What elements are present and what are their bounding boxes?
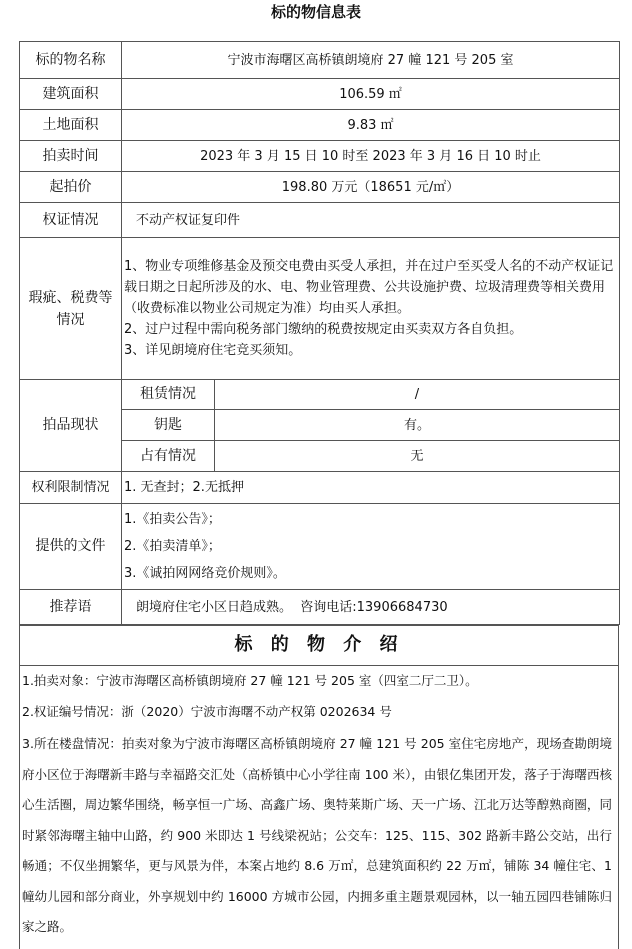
row-building-area bbox=[20, 79, 620, 110]
defects-line-2: 2、过户过程中需向税务部门缴纳的税费按规定由买卖双方各自负担。 bbox=[124, 322, 523, 337]
row-restrictions bbox=[20, 472, 620, 504]
label-building-area: 建筑面积 bbox=[20, 79, 122, 110]
row-documents bbox=[20, 504, 620, 590]
label-lease: 租赁情况 bbox=[122, 380, 215, 410]
value-starting-price: 198.80 万元（18651 元/㎡） bbox=[122, 172, 620, 203]
row-name bbox=[20, 42, 620, 79]
intro-item-1: 1.拍卖对象：宁波市海曙区高桥镇朗境府 27 幢 121 号 205 室（四室二厅二卫）。 bbox=[22, 673, 478, 688]
intro-item-2: 2.权证编号情况：浙（2020）宁波市海曙不动产权第 0202634 号 bbox=[22, 704, 392, 719]
label-status: 拍品现状 bbox=[20, 380, 122, 472]
page-title: 标的物信息表 bbox=[270, 3, 361, 21]
document-item: 1.《拍卖公告》； bbox=[124, 512, 221, 527]
label-restrictions: 权利限制情况 bbox=[20, 472, 122, 504]
value-land-area: 9.83 ㎡ bbox=[122, 110, 620, 141]
label-name: 标的物名称 bbox=[20, 42, 122, 79]
label-land-area: 土地面积 bbox=[20, 110, 122, 141]
defects-line-1: 1、物业专项维修基金及预交电费由买受人承担，并在过户至买受人名的不动产权证记载日期之日起所涉及的水、电、物业管理费、公共设施护费、垃圾清理费等相关费用（收费标准以物业公司规定为准）均由买人承担。 bbox=[124, 259, 614, 316]
row-starting-price bbox=[20, 172, 620, 203]
label-key: 钥匙 bbox=[122, 410, 215, 441]
value-name: 宁波市海曙区高桥镇朗境府 27 幢 121 号 205 室 bbox=[122, 42, 620, 79]
intro-title: 标 的 物 介 绍 bbox=[19, 625, 619, 665]
value-restrictions: 1. 无查封；2.无抵押 bbox=[122, 472, 620, 504]
row-status-lease bbox=[20, 380, 620, 410]
label-occupancy: 占有情况 bbox=[122, 441, 215, 472]
row-title-status bbox=[20, 203, 620, 238]
row-defects bbox=[20, 238, 620, 380]
label-documents: 提供的文件 bbox=[20, 504, 122, 590]
row-auction-time bbox=[20, 141, 620, 172]
row-recommendation bbox=[20, 590, 620, 625]
value-recommendation: 朗境府住宅小区日趋成熟。 咨询电话:13906684730 bbox=[122, 590, 620, 625]
label-starting-price: 起拍价 bbox=[20, 172, 122, 203]
row-land-area bbox=[20, 110, 620, 141]
value-lease: / bbox=[215, 380, 620, 410]
value-title-status: 不动产权证复印件 bbox=[122, 203, 620, 238]
value-occupancy: 无 bbox=[215, 441, 620, 472]
document-item: 3.《诚拍网网络竞价规则》。 bbox=[124, 566, 286, 581]
defects-line-3: 3、详见朗境府住宅竞买须知。 bbox=[124, 343, 302, 358]
intro-item-3: 3.所在楼盘情况：拍卖对象为宁波市海曙区高桥镇朗境府 27 幢 121 号 205 室住宅房地产，现场查勘朗境府小区位于海曙新丰路与幸福路交汇处（高桥镇中心小学往南 100 米），由银亿集团开发，落子于海曙西核心生活圈，周边繁华围绕，畅享恒一广场、高鑫广场、奥特莱斯广场、天一广场、江北万达等醇熟商圈，同时紧邻海曙主轴中山路，约 900 米即达 1 号线梁祝站；公交车：125、115、302 路新丰路公交站，出行畅通；不仅坐拥繁华，更与风景为伴，本案占地约 8.6 万㎡，总建筑面积约 22 万㎡，铺陈 34 幢住宅、1 幢幼儿园和部分商业，外享规划中约 16000 方城市公园，内拥多重主题景观园林，以一轴五园四巷铺陈归家之路。 bbox=[22, 736, 612, 934]
value-defects bbox=[122, 238, 620, 380]
value-documents bbox=[122, 504, 620, 590]
document-item: 2.《拍卖清单》； bbox=[124, 539, 221, 554]
intro-body bbox=[19, 665, 619, 949]
label-recommendation: 推荐语 bbox=[20, 590, 122, 625]
value-auction-time: 2023 年 3 月 15 日 10 时至 2023 年 3 月 16 日 10 时止 bbox=[122, 141, 620, 172]
value-key: 有。 bbox=[215, 410, 620, 441]
label-auction-time: 拍卖时间 bbox=[20, 141, 122, 172]
value-building-area: 106.59 ㎡ bbox=[122, 79, 620, 110]
label-defects: 瑕疵、税费等情况 bbox=[20, 238, 122, 380]
label-title-status: 权证情况 bbox=[20, 203, 122, 238]
info-table bbox=[19, 41, 620, 625]
